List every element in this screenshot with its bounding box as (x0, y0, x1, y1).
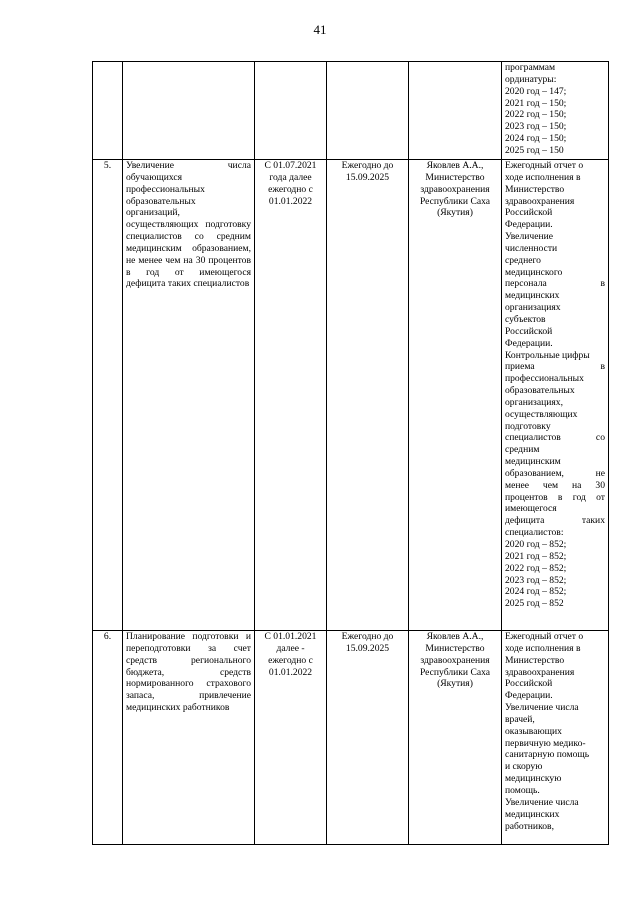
result-line: первичную медико- (505, 737, 586, 749)
result-line: 2023 год – 150; (505, 121, 567, 133)
result-cell (502, 160, 609, 631)
result-line: осуществляющих (505, 408, 578, 420)
result-line: Контрольные цифры (505, 349, 590, 361)
result-line: 2021 год – 150; (505, 97, 567, 109)
result-line: 2024 год – 852; (505, 586, 567, 598)
row-number: 6. (93, 631, 123, 845)
result-line: Увеличение числа (505, 702, 579, 714)
result-line: 2022 год – 150; (505, 109, 567, 121)
row-number (93, 62, 123, 160)
result-line: Федерации. (505, 219, 553, 231)
table-row (93, 631, 609, 845)
result-line: работников, (505, 820, 554, 832)
responsible-cell: Яковлев А.А., Министерство здравоохранения Республики Саха (Якутия) (409, 631, 502, 845)
result-line: медицинскую (505, 773, 562, 785)
result-line: приема в (505, 361, 605, 373)
result-line: медицинским (505, 456, 561, 468)
result-line: процентов в год от (505, 491, 605, 503)
result-line: 2021 год – 852; (505, 550, 567, 562)
deadline-cell: Ежегодно до 15.09.2025 (327, 631, 409, 845)
measure-cell: Планирование подготовки и переподготовки за счет средств регионального бюджета, средств нормированного страхового запаса, привлечение медицинских работников (123, 631, 255, 845)
result-line: и скорую (505, 761, 543, 773)
result-line: имеющегося (505, 503, 557, 515)
result-line: ходе исполнения в (505, 642, 581, 654)
result-line: медицинских (505, 808, 560, 820)
responsible-cell: Яковлев А.А., Министерство здравоохранения Республики Саха (Якутия) (409, 160, 502, 631)
result-line: образованием, не (505, 467, 605, 479)
result-line: ординатуры: (505, 73, 557, 85)
result-line: 2024 год – 150; (505, 133, 567, 145)
result-line: Российской (505, 207, 553, 219)
result-line: специалистов: (505, 527, 564, 539)
deadline-cell: Ежегодно до 15.09.2025 (327, 160, 409, 631)
result-line: программам (505, 62, 556, 73)
result-line: здравоохранения (505, 666, 575, 678)
result-line: Министерство (505, 183, 565, 195)
period-cell: С 01.07.2021 года далее ежегодно с 01.01.2022 (255, 160, 327, 631)
table-row (93, 160, 609, 631)
result-line: Федерации. (505, 337, 553, 349)
table-row (93, 62, 609, 160)
result-line: 2020 год – 147; (505, 85, 567, 97)
plan-table (92, 61, 609, 845)
result-line: медицинского (505, 266, 563, 278)
result-line: Министерство (505, 654, 565, 666)
result-line: менее чем на 30 (505, 479, 605, 491)
measure-cell: Увеличение числа обучающихся профессиональных образовательных организаций, осуществляющих подготовку специалистов со средним медицинским образованием, не менее чем на 30 процентов в год от имеющегося дефицита таких специалистов (123, 160, 255, 631)
result-line: профессиональных (505, 373, 584, 385)
result-line: дефицита таких (505, 515, 605, 527)
result-line: среднего (505, 254, 541, 266)
result-line: медицинских (505, 290, 560, 302)
result-cell (502, 631, 609, 845)
result-line: субъектов (505, 313, 546, 325)
result-line: оказывающих (505, 725, 562, 737)
result-line: организациях, (505, 396, 563, 408)
result-line: Увеличение числа (505, 796, 579, 808)
result-line: персонала в (505, 278, 605, 290)
result-line: 2020 год – 852; (505, 539, 567, 550)
result-line: 2022 год – 852; (505, 562, 567, 574)
deadline-cell (327, 62, 409, 160)
result-cell (502, 62, 609, 160)
result-line: 2023 год – 852; (505, 574, 567, 586)
responsible-cell (409, 62, 502, 160)
period-cell: С 01.01.2021 далее - ежегодно с 01.01.2022 (255, 631, 327, 845)
result-line: 2025 год – 150 (505, 144, 564, 156)
result-line: Увеличение (505, 231, 553, 243)
result-line: Ежегодный отчет о (505, 631, 584, 642)
result-line: 2025 год – 852 (505, 598, 564, 610)
result-line: Российской (505, 678, 553, 690)
result-line: численности (505, 242, 558, 254)
result-line: помощь. (505, 784, 540, 796)
result-line: Российской (505, 325, 553, 337)
result-line: ходе исполнения в (505, 171, 581, 183)
result-line: специалистов со (505, 432, 605, 444)
row-number: 5. (93, 160, 123, 631)
result-line: Ежегодный отчет о (505, 160, 584, 171)
period-cell (255, 62, 327, 160)
result-line: организациях (505, 302, 561, 314)
result-line: санитарную помощь (505, 749, 590, 761)
result-line: Федерации. (505, 690, 553, 702)
result-line: здравоохранения (505, 195, 575, 207)
page-number: 41 (313, 22, 327, 37)
result-line: образовательных (505, 385, 575, 397)
result-line: врачей, (505, 713, 535, 725)
result-line: подготовку (505, 420, 551, 432)
result-line: средним (505, 444, 540, 456)
measure-cell (123, 62, 255, 160)
